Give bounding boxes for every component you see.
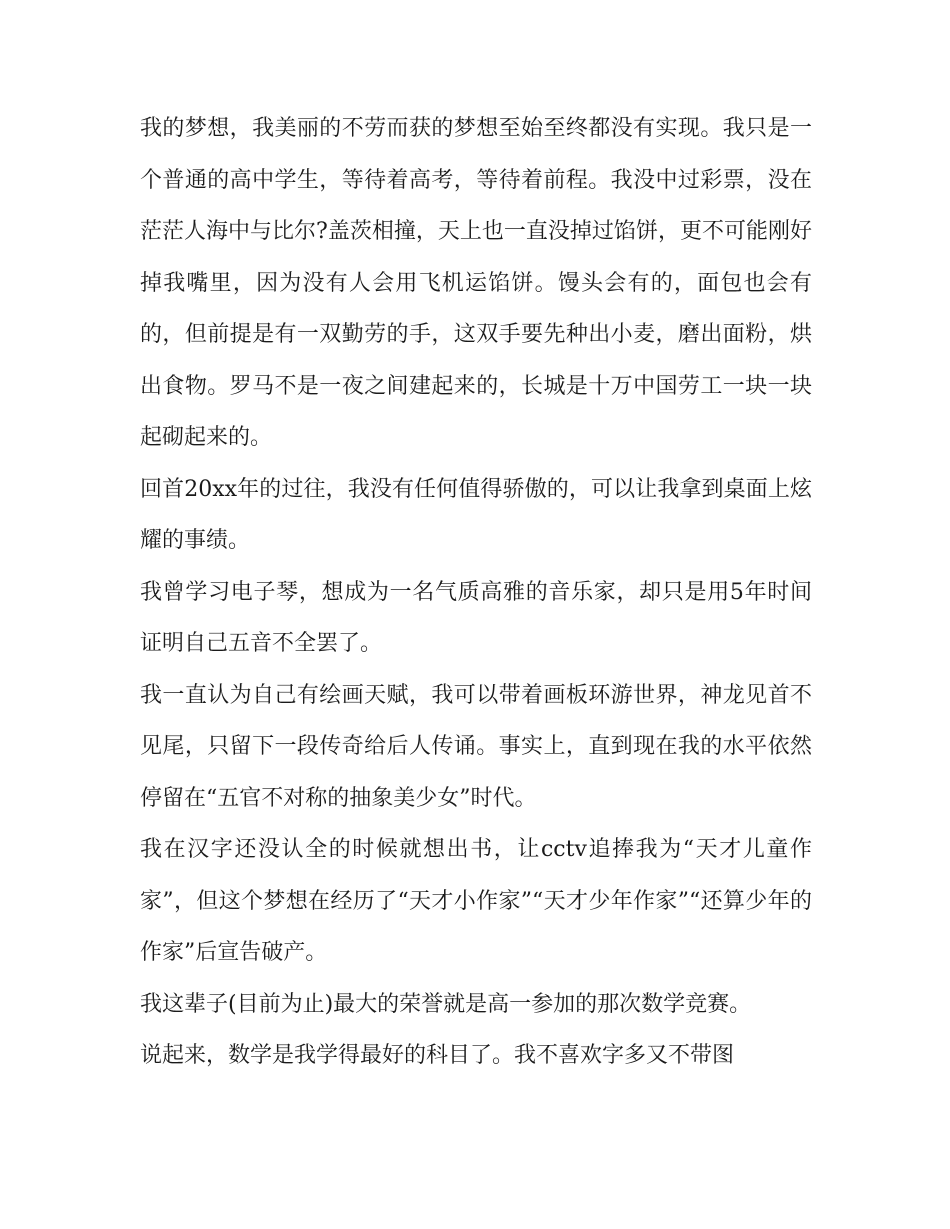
paragraph-dream: 我的梦想，我美丽的不劳而获的梦想至始至终都没有实现。我只是一个普通的高中学生，等待着高考，等待着前程。我没中过彩票，没在茫茫人海中与比尔?盖茨相撞，天上也一直没掉过馅饼，更不可能刚好掉我嘴里，因为没有人会用飞机运馅饼。馒头会有的，面包也会有的，但前提是有一双勤劳的手，这双手要先种出小麦，磨出面粉，烘出食物。罗马不是一夜之间建起来的，长城是十万中国劳工一块一块起砌起来的。 [140, 116, 812, 450]
document-body [140, 103, 812, 1082]
paragraph-painting: 我一直认为自己有绘画天赋，我可以带着画板环游世界，神龙见首不见尾，只留下一段传奇给后人传诵。事实上，直到现在我的水平依然停留在“五官不对称的抽象美少女”时代。 [140, 682, 812, 811]
paragraph-writer: 我在汉字还没认全的时候就想出书，让cctv追捧我为“天才儿童作家”，但这个梦想在经历了“天才小作家”“天才少年作家”“还算少年的作家”后宣告破产。 [140, 837, 812, 965]
paragraph-math: 说起来，数学是我学得最好的科目了。我不喜欢字多又不带图 [140, 1043, 735, 1068]
paragraph-looking-back: 回首20xx年的过往，我没有任何值得骄傲的，可以让我拿到桌面上炫耀的事绩。 [140, 476, 812, 553]
paragraph-keyboard: 我曾学习电子琴，想成为一名气质高雅的音乐家，却只是用5年时间证明自己五音不全罢了。 [140, 579, 812, 656]
paragraph-honor: 我这辈子(目前为止)最大的荣誉就是高一参加的那次数学竞赛。 [140, 991, 752, 1017]
